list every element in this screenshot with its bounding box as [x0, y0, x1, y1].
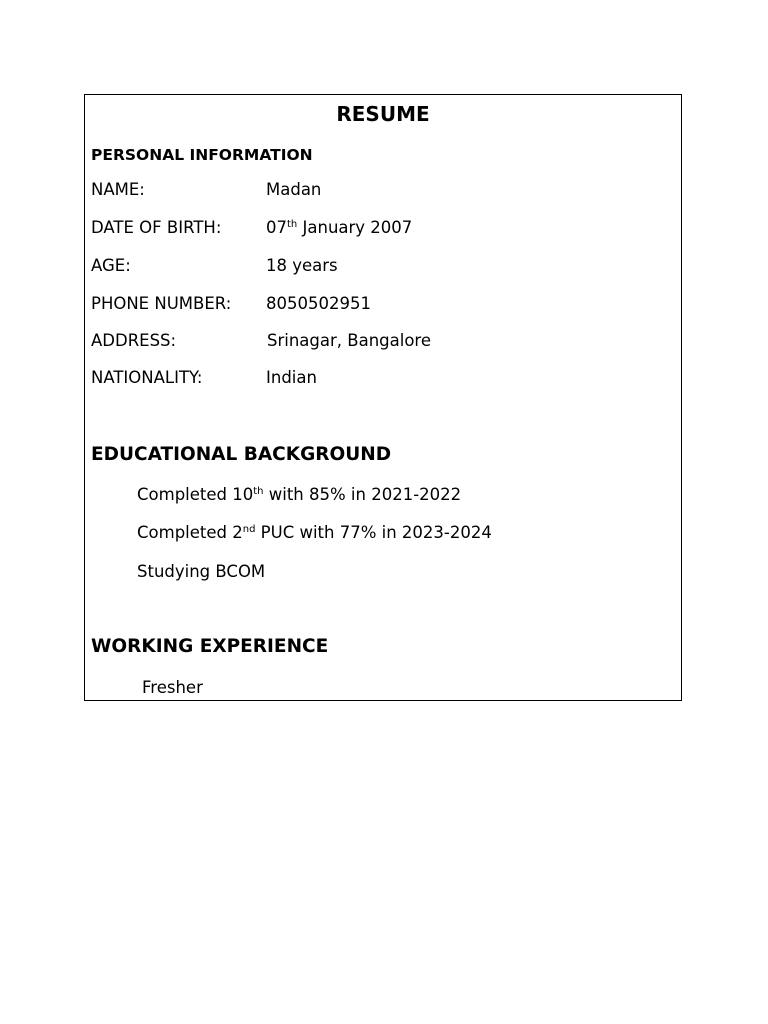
- phone-label: PHONE NUMBER:: [91, 294, 232, 313]
- education-item-suffix: th: [253, 486, 264, 497]
- education-item-suffix: nd: [242, 524, 256, 535]
- experience-item: Fresher: [142, 678, 203, 697]
- name-label: NAME:: [91, 180, 145, 199]
- dob-value: [266, 218, 412, 237]
- education-heading: EDUCATIONAL BACKGROUND: [91, 444, 392, 465]
- dob-day-suffix: th: [287, 219, 298, 230]
- age-value: 18 years: [266, 256, 338, 275]
- dob-month-year: January 2007: [297, 218, 413, 237]
- phone-value: 8050502951: [266, 294, 371, 313]
- nationality-label: NATIONALITY:: [91, 368, 203, 387]
- nationality-value: Indian: [266, 368, 317, 387]
- personal-info-heading: PERSONAL INFORMATION: [91, 146, 313, 164]
- education-item-text: Completed 2: [137, 523, 243, 542]
- address-value: Srinagar, Bangalore: [267, 331, 431, 350]
- education-item: [137, 485, 461, 504]
- education-item: [137, 523, 492, 542]
- education-item-text: Completed 10: [137, 485, 254, 504]
- dob-label: DATE OF BIRTH:: [91, 218, 222, 237]
- age-label: AGE:: [91, 256, 131, 275]
- experience-heading: WORKING EXPERIENCE: [91, 636, 329, 657]
- name-value: Madan: [266, 180, 322, 199]
- dob-day: 07: [266, 218, 287, 237]
- education-item-text: with 85% in 2021-2022: [263, 485, 462, 504]
- address-label: ADDRESS:: [91, 331, 177, 350]
- resume-box: [84, 94, 682, 701]
- resume-title: RESUME: [336, 102, 430, 126]
- education-item-text: PUC with 77% in 2023-2024: [255, 523, 492, 542]
- education-item: Studying BCOM: [137, 562, 266, 581]
